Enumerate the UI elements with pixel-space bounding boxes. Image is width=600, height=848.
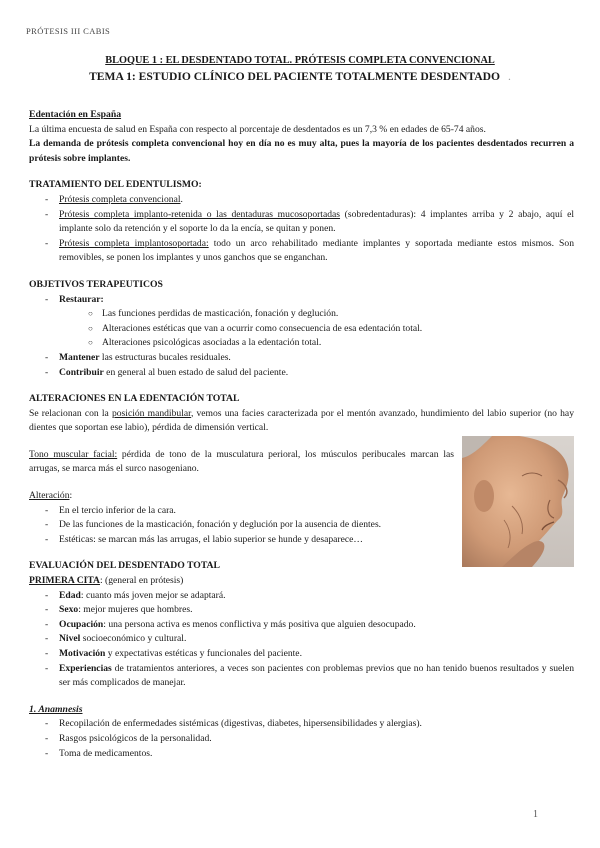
block-title: BLOQUE 1 : EL DESDENTADO TOTAL. PRÓTESIS COMPLETA CONVENCIONAL bbox=[105, 55, 495, 66]
edentacion-heading: Edentación en España bbox=[29, 109, 122, 120]
main-content bbox=[29, 108, 574, 761]
list-item: - En el tercio inferior de la cara. bbox=[29, 504, 454, 519]
running-header: PRÓTESIS III CABIS bbox=[26, 26, 111, 36]
list-item: - Recopilación de enfermedades sistémicas (digestivas, diabetes, hipersensibilidades y alergias). bbox=[29, 717, 574, 732]
list-item bbox=[29, 618, 574, 633]
list-item bbox=[29, 603, 574, 618]
primera-cita-line bbox=[29, 574, 574, 589]
list-item bbox=[29, 208, 574, 237]
list-item bbox=[29, 589, 574, 604]
tono-paragraph bbox=[29, 448, 454, 477]
item-bold: Mantener bbox=[59, 351, 100, 363]
list-item: - Rasgos psicológicos de la personalidad. bbox=[29, 732, 574, 747]
list-item bbox=[29, 647, 574, 662]
page-number: 1 bbox=[533, 809, 538, 820]
sub-list-item: ○ Alteraciones psicológicas asociadas a la edentación total. bbox=[29, 336, 574, 351]
text-run: : (general en prótesis) bbox=[99, 575, 184, 587]
item-bold: Motivación bbox=[59, 648, 106, 659]
list-item bbox=[29, 351, 574, 366]
item-text: y expectativas estéticas y funcionales del paciente. bbox=[105, 648, 302, 659]
text-run: , vemos una facies caracterizada por el mentón avanzado, hundimiento del labio superior (no hay dientes que soportan ese labio), pérdida de dimensión vertical. bbox=[29, 407, 574, 434]
item-bold: Contribuir bbox=[59, 366, 104, 378]
edentacion-paragraph-1: La última encuesta de salud en España con respecto al porcentaje de desdentados es un 7,3 % en edades de 65-74 años. bbox=[29, 123, 486, 135]
text-underlined: Tono muscular facial: bbox=[29, 448, 118, 460]
list-item bbox=[29, 632, 574, 647]
text-run: pérdida de tono de la musculatura perioral, los músculos peribucales marcan las arrugas, se marca más el surco nasogeniano. bbox=[29, 448, 454, 475]
list-item bbox=[29, 662, 574, 691]
list-item bbox=[29, 366, 574, 381]
item-text: en general al buen estado de salud del paciente. bbox=[103, 366, 289, 378]
sub-list-item: ○ Alteraciones estéticas que van a ocurrir como consecuencia de esa edentación total. bbox=[29, 322, 574, 337]
objetivos-list bbox=[29, 293, 574, 308]
item-underlined: Prótesis completa implantosoportada: bbox=[59, 237, 209, 249]
item-text: (sobredentaduras): 4 implantes arriba y 2 abajo, aquí el implante solo da retención y el soporte lo da la encía, se quitan y ponen. bbox=[59, 208, 574, 235]
alteraciones-paragraph bbox=[29, 407, 574, 436]
item-text: todo un arco rehabilitado mediante implantes y soportada mediante estos mismos. Son removibles, se ponen los implantes y unos ganchos que se enganchan. bbox=[59, 237, 574, 264]
primera-cita-label: PRIMERA CITA bbox=[29, 575, 100, 587]
text-run: : bbox=[69, 490, 73, 502]
item-bold: Nivel bbox=[59, 633, 81, 645]
topic-title-text: TEMA 1: ESTUDIO CLÍNICO DEL PACIENTE TOTALMENTE DESDENTADO bbox=[89, 70, 500, 83]
list-item: - Toma de medicamentos. bbox=[29, 747, 574, 762]
list-item bbox=[29, 237, 574, 266]
item-text: socioeconómico y cultural. bbox=[80, 633, 187, 645]
topic-title-dot: . bbox=[508, 70, 511, 83]
objetivos-list-continued bbox=[29, 351, 574, 380]
item-bold: Experiencias bbox=[59, 662, 112, 674]
alteracion-list bbox=[29, 504, 454, 548]
item-underlined: Prótesis completa convencional bbox=[59, 193, 181, 205]
item-text: las estructuras bucales residuales. bbox=[99, 351, 231, 363]
list-item bbox=[29, 193, 574, 208]
tratamiento-list bbox=[29, 193, 574, 266]
item-text: : una persona activa es menos conflictiva y más positiva que alguien desocupado. bbox=[103, 618, 416, 630]
item-text: : cuanto más joven mejor se adaptará. bbox=[80, 589, 226, 601]
sub-list-item: ○ Las funciones perdidas de masticación, fonación y deglución. bbox=[29, 307, 574, 322]
alteraciones-heading: ALTERACIONES EN LA EDENTACIÓN TOTAL bbox=[29, 393, 240, 405]
text-underlined: posición mandibular bbox=[111, 407, 191, 419]
item-text: de tratamientos anteriores, a veces son pacientes con problemas previos que no han tenido buenos resultados y suelen ser más complicados de manejar. bbox=[59, 662, 574, 689]
item-bold: Edad bbox=[59, 589, 81, 601]
patient-profile-photo bbox=[462, 436, 574, 567]
text-underlined: Alteración bbox=[29, 490, 70, 502]
restaurar-sublist bbox=[29, 307, 574, 351]
evaluacion-list bbox=[29, 589, 574, 691]
list-item: - Estéticas: se marcan más las arrugas, el labio superior se hunde y desaparece… bbox=[29, 533, 454, 548]
tratamiento-heading: TRATAMIENTO DEL EDENTULISMO: bbox=[29, 179, 202, 191]
title-area bbox=[0, 53, 600, 86]
anamnesis-list bbox=[29, 717, 574, 761]
item-bold: Sexo bbox=[59, 604, 79, 616]
restaurar-label: Restaurar: bbox=[59, 293, 104, 305]
anamnesis-heading: 1. Anamnesis bbox=[29, 703, 83, 715]
edentacion-paragraph-2: La demanda de prótesis completa convencional hoy en día no es muy alta, pues la mayoría de los pacientes desdentados recurren a prótesis sobre implantes. bbox=[29, 138, 574, 164]
topic-title bbox=[0, 68, 600, 86]
item-bold: Ocupación bbox=[59, 618, 104, 630]
text-run: Se relacionan con la bbox=[29, 407, 112, 419]
item-text: : mejor mujeres que hombres. bbox=[78, 604, 193, 616]
item-text: . bbox=[180, 193, 183, 205]
item-underlined: Prótesis completa implanto-retenida o las dentaduras mucosoportadas bbox=[59, 208, 341, 220]
list-item bbox=[29, 293, 574, 308]
list-item: - De las funciones de la masticación, fonación y deglución por la ausencia de dientes. bbox=[29, 518, 454, 533]
evaluacion-heading: EVALUACIÓN DEL DESDENTADO TOTAL bbox=[29, 560, 221, 572]
objetivos-heading: OBJETIVOS TERAPEUTICOS bbox=[29, 278, 163, 290]
